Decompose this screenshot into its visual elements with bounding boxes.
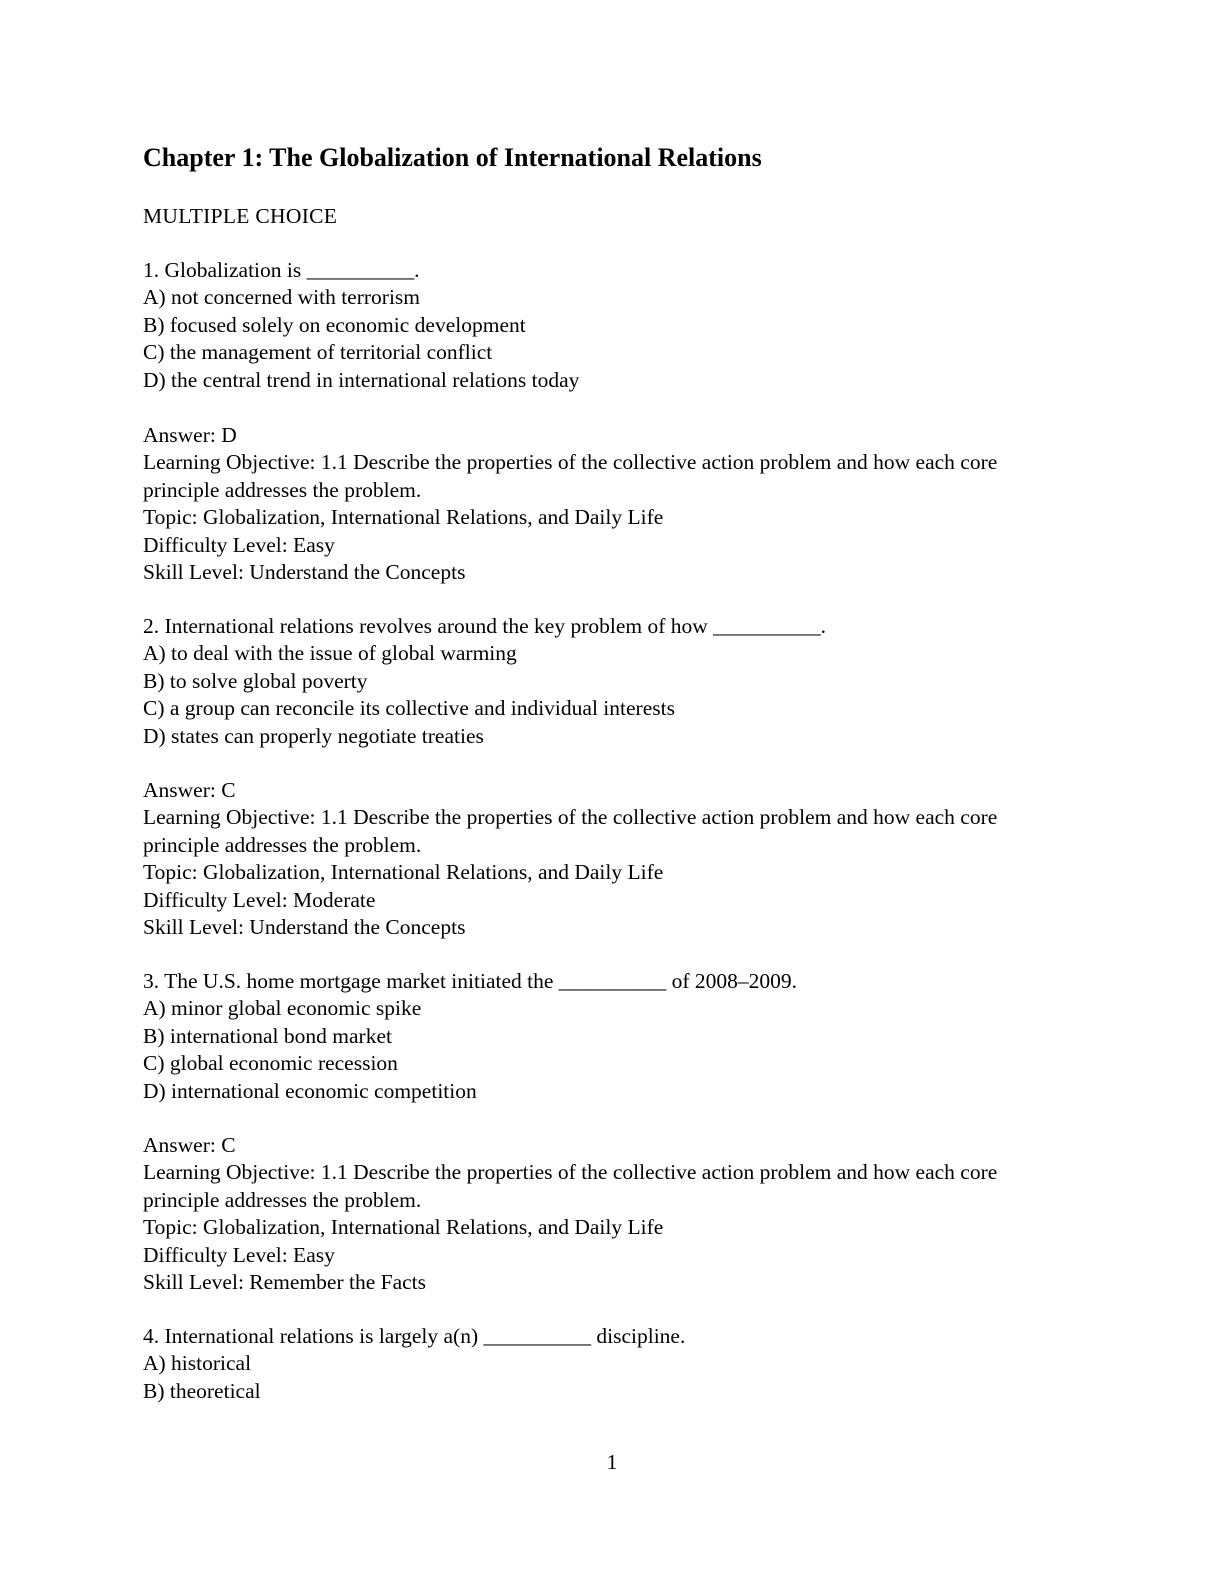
topic: Topic: Globalization, International Relations, and Daily Life <box>143 505 664 530</box>
option-b: B) theoretical <box>143 1378 261 1403</box>
learning-objective: Learning Objective: 1.1 Describe the properties of the collective action problem and how each core principle addresses the problem. <box>143 805 998 857</box>
topic: Topic: Globalization, International Relations, and Daily Life <box>143 1215 664 1240</box>
difficulty-level: Difficulty Level: Easy <box>143 1242 335 1267</box>
option-a: A) minor global economic spike <box>143 996 422 1021</box>
question-stem: 4. International relations is largely a(n) __________ discipline. <box>143 1324 686 1348</box>
skill-level: Skill Level: Remember the Facts <box>143 1269 427 1294</box>
answer: Answer: C <box>143 778 236 802</box>
option-c: C) the management of territorial conflict <box>143 340 493 365</box>
skill-level: Skill Level: Understand the Concepts <box>143 559 466 584</box>
option-d: D) the central trend in international relations today <box>143 367 580 392</box>
option-b: B) focused solely on economic development <box>143 312 526 337</box>
option-d: D) states can properly negotiate treaties <box>143 723 484 748</box>
question-2 <box>143 613 826 750</box>
option-a: A) to deal with the issue of global warming <box>143 641 517 666</box>
skill-level: Skill Level: Understand the Concepts <box>143 914 466 939</box>
question-stem: 2. International relations revolves around the key problem of how __________. <box>143 614 827 638</box>
page-number: 1 <box>606 1450 618 1474</box>
option-b: B) to solve global poverty <box>143 668 368 693</box>
topic: Topic: Globalization, International Relations, and Daily Life <box>143 860 664 885</box>
option-a: A) historical <box>143 1351 252 1376</box>
answer: Answer: C <box>143 1133 236 1157</box>
option-a: A) not concerned with terrorism <box>143 285 421 310</box>
difficulty-level: Difficulty Level: Moderate <box>143 887 376 912</box>
question-stem: 3. The U.S. home mortgage market initiated the __________ of 2008–2009. <box>143 969 798 993</box>
question-4 <box>143 1323 685 1405</box>
question-1-meta <box>143 422 1053 586</box>
learning-objective: Learning Objective: 1.1 Describe the properties of the collective action problem and how each core principle addresses the problem. <box>143 450 998 502</box>
option-c: C) global economic recession <box>143 1051 398 1076</box>
answer: Answer: D <box>143 423 237 447</box>
question-stem: 1. Globalization is __________. <box>143 258 420 282</box>
question-2-meta <box>143 777 1053 941</box>
section-heading: MULTIPLE CHOICE <box>143 204 338 228</box>
option-c: C) a group can reconcile its collective and individual interests <box>143 696 675 721</box>
question-1 <box>143 257 579 394</box>
question-3 <box>143 968 797 1105</box>
option-d: D) international economic competition <box>143 1078 477 1103</box>
difficulty-level: Difficulty Level: Easy <box>143 532 335 557</box>
chapter-title: Chapter 1: The Globalization of International Relations <box>143 143 762 172</box>
question-3-meta <box>143 1132 1053 1296</box>
option-b: B) international bond market <box>143 1023 392 1048</box>
learning-objective: Learning Objective: 1.1 Describe the properties of the collective action problem and how each core principle addresses the problem. <box>143 1160 998 1212</box>
